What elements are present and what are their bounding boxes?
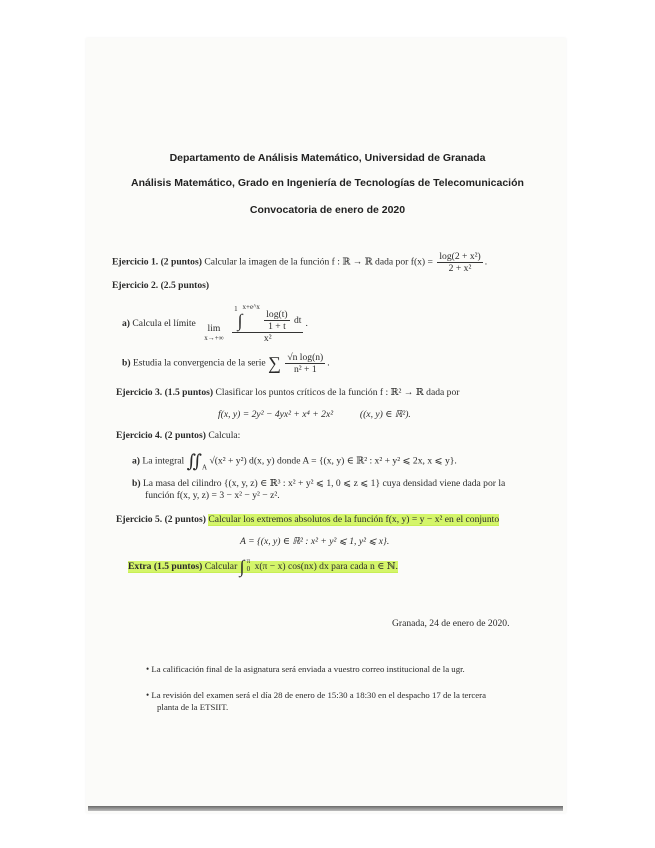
- extra-upper-limit: π: [246, 556, 251, 565]
- exercise-1: Ejercicio 1. (2 puntos) Calcular la imagen de la función f : ℝ → ℝ dada por f(x) = $\frac{\text{log(2 + x²)}}{\text{2 + x²}}$ .: [112, 251, 488, 275]
- exercise-1-fraction: [437, 251, 482, 274]
- extra-label: Extra (1.5 puntos): [128, 560, 203, 572]
- exercise-4b-line1: La masa del cilindro {(x, y, z) ∈ ℝ³ : x² + y² ⩽ 1, 0 ⩽ z ⩽ 1} cuya densidad viene dada por la: [142, 478, 506, 489]
- exercise-2a-text: Calcula el límite: [132, 317, 196, 329]
- exercise-4a-text: La integral: [142, 455, 185, 467]
- fraction-numerator: log(2 + x²): [439, 251, 481, 262]
- fraction-denominator: 2 + x²: [448, 263, 472, 275]
- exercise-4b-line2: función f(x, y, z) = 3 − x² − y² − z².: [145, 490, 280, 501]
- exercise-2a-label: a): [122, 317, 130, 329]
- extra-lower-limit: 0: [246, 564, 251, 573]
- note-2: [146, 690, 486, 700]
- exercise-3-formula: [218, 409, 411, 420]
- limit-word: lim: [207, 322, 221, 334]
- exercise-2a: a) Calcula el límite lim x→+∞ 1∫x+e^x $\frac{\log(t)}{1 + t}$ dt x² .: [122, 303, 308, 345]
- page-edge-shadow: [88, 806, 563, 811]
- integral-upper-limit: x+e^x: [242, 303, 260, 311]
- exercise-2-label: Ejercicio 2.: [112, 280, 159, 291]
- exercise-1-label: Ejercicio 1.: [112, 256, 159, 268]
- limit-numerator: [232, 303, 303, 333]
- bullet-icon: •: [146, 690, 150, 700]
- exercise-5: [116, 514, 499, 525]
- exercise-3-points: (1.5 puntos): [164, 387, 214, 398]
- extra-integral-sign: ∫: [239, 556, 245, 576]
- exercise-3-text: Clasificar los puntos críticos de la función f : ℝ² → ℝ dada por: [215, 387, 460, 398]
- extra-highlight: [128, 556, 398, 576]
- bullet-icon: •: [146, 664, 150, 674]
- limit-operator: [202, 323, 225, 342]
- integral-sign: ∫: [237, 310, 243, 331]
- exercise-2b: b) Estudia la convergencia de la serie ∑ $\frac{\text{√n log(n)}}{\text{n² + 1}}$ .: [122, 352, 330, 376]
- limit-subscript: x→+∞: [204, 333, 224, 342]
- integral-lower-limit: 1: [234, 305, 238, 313]
- series-denominator: n² + 1: [293, 364, 317, 376]
- exercise-4a-integrand: √(x² + y²) d(x, y): [209, 455, 275, 467]
- extra-text: Calcular: [204, 560, 238, 572]
- differential: dt: [294, 315, 302, 326]
- exercise-2b-text: Estudia la convergencia de la serie: [132, 357, 266, 369]
- exercise-5-set: A = {(x, y) ∈ ℝ² : x² + y² ⩽ 1, y² ⩽ x}.: [240, 536, 390, 547]
- exercise-4a-label: a): [132, 455, 140, 467]
- extra-integrand: x(π − x) cos(nx) dx para cada n ∈ ℕ.: [254, 560, 398, 572]
- double-integral-sign: ∬: [186, 451, 202, 471]
- exercise-5-points: (2 puntos): [164, 514, 206, 525]
- integrand-fraction: [264, 309, 289, 332]
- sum-sign: ∑: [268, 353, 281, 374]
- exercise-4b: [132, 478, 505, 489]
- exercise-1-points: (2 puntos): [160, 256, 202, 268]
- note-2-text: La revisión del examen será el día 28 de enero de 15:30 a 18:30 en el despacho 17 de la tercera: [151, 690, 486, 700]
- exercise-2b-label: b): [122, 357, 131, 369]
- exercise-4-heading: [116, 430, 240, 441]
- exercise-4-intro: Calcula:: [208, 430, 241, 441]
- exercise-3: [116, 387, 459, 398]
- exercise-1-text: Calcular la imagen de la función f : ℝ → ℝ dada por f(x) =: [204, 256, 433, 268]
- note-1-text: La calificación final de la asignatura será enviada a vuestro correo institucional de la ugr.: [151, 664, 465, 674]
- exercise-2-heading: [112, 280, 209, 291]
- department-title: Departamento de Análisis Matemático, Universidad de Granada: [169, 152, 486, 164]
- exercise-4-points: (2 puntos): [164, 430, 206, 441]
- limit-denominator: x²: [263, 333, 272, 345]
- exercise-4b-label: b): [132, 478, 141, 489]
- exercise-4a: [132, 451, 457, 472]
- exercise-2-points: (2.5 puntos): [160, 280, 210, 291]
- exercise-3-label: Ejercicio 3.: [116, 387, 163, 398]
- exercise-3-domain: ((x, y) ∈ ℝ²).: [359, 409, 411, 420]
- note-2-cont: planta de la ETSIIT.: [157, 702, 229, 712]
- exercise-4a-rest: donde A = {(x, y) ∈ ℝ² : x² + y² ⩽ 2x, x ⩽ y}.: [277, 455, 457, 467]
- limit-fraction: [232, 303, 303, 344]
- exam-session: Convocatoria de enero de 2020: [249, 204, 406, 216]
- course-title: Análisis Matemático, Grado en Ingeniería de Tecnologías de Telecomunicación: [131, 177, 524, 189]
- exercise-5-highlighted-text: Calcular los extremos absolutos de la función f(x, y) = y − x² en el conjunto: [208, 514, 500, 525]
- integrand-denominator: 1 + t: [268, 321, 286, 333]
- exercise-5-label: Ejercicio 5.: [116, 514, 163, 525]
- extra-exercise: [128, 556, 398, 577]
- extra-integral-limits: [245, 557, 253, 573]
- exercise-3-function: f(x, y) = 2y² − 4yx² + x⁴ + 2x²: [218, 409, 334, 420]
- exercise-4b-cont: [145, 490, 280, 501]
- series-numerator: √n log(n): [287, 352, 324, 363]
- series-term: [285, 352, 325, 375]
- place-and-date: Granada, 24 de enero de 2020.: [392, 618, 510, 629]
- exercise-4-label: Ejercicio 4.: [116, 430, 163, 441]
- integrand-numerator: log(t): [266, 309, 288, 321]
- note-1: [146, 664, 465, 674]
- integration-region: A: [201, 463, 208, 472]
